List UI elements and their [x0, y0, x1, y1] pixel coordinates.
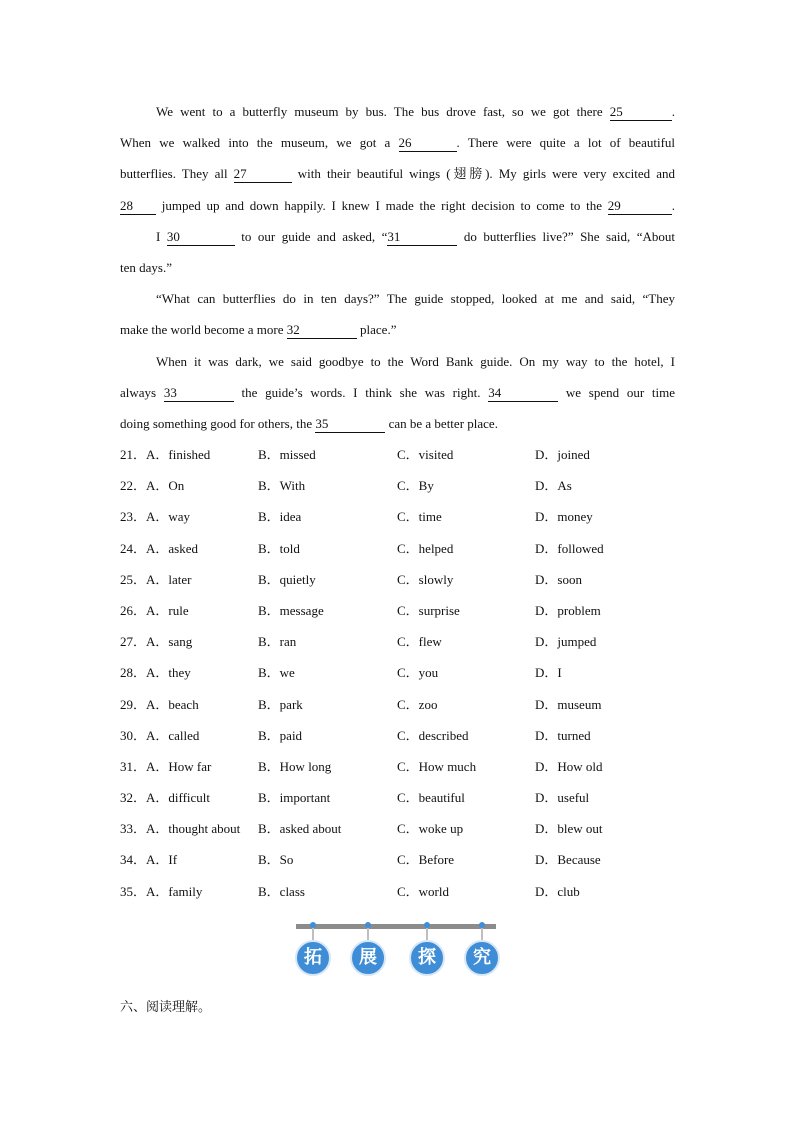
answer-options	[120, 441, 680, 909]
passage-line: We went to a butterfly museum by bus. The bus drove fast, so we got there 25 .	[156, 104, 675, 119]
option-c[interactable]: C．described	[397, 727, 469, 743]
passage-line: 28 jumped up and down happily. I knew I made the right decision to come to the 29 .	[120, 197, 675, 213]
banner-badge: 拓	[295, 940, 331, 976]
option-b[interactable]: B．idea	[258, 509, 302, 525]
option-c[interactable]: C．helped	[397, 540, 454, 556]
option-a[interactable]: 33．A．thought about	[120, 821, 241, 837]
option-c[interactable]: C．flew	[397, 634, 442, 650]
question-row	[120, 815, 680, 846]
option-b[interactable]: B．missed	[258, 447, 316, 462]
banner-badge: 展	[350, 940, 386, 976]
option-a[interactable]: 21．A．finished	[120, 447, 211, 462]
question-row	[120, 628, 680, 659]
answer-blank: 32	[287, 322, 357, 339]
option-c[interactable]: C．slowly	[397, 571, 454, 587]
passage-line: ten days.”	[120, 259, 172, 275]
option-b[interactable]: B．told	[258, 540, 300, 556]
cloze-passage	[120, 100, 675, 443]
option-d[interactable]: D．useful	[535, 790, 590, 806]
option-d[interactable]: D．blew out	[535, 821, 603, 837]
question-row	[120, 691, 680, 722]
option-a[interactable]: 29．A．beach	[120, 696, 199, 712]
passage-line: always 33 the guide’s words. I think she was right. 34 we spend our time	[120, 384, 675, 400]
option-b[interactable]: B．important	[258, 790, 331, 806]
option-b[interactable]: B．So	[258, 852, 294, 868]
section-title: 六、阅读理解。	[120, 1000, 212, 1015]
option-d[interactable]: D．I	[535, 665, 562, 681]
option-a[interactable]: 24．A．asked	[120, 540, 198, 556]
option-c[interactable]: C．By	[397, 478, 434, 494]
banner-dot	[424, 922, 430, 928]
option-c[interactable]: C．world	[397, 883, 450, 899]
banner-dot	[365, 922, 371, 928]
option-a[interactable]: 35．A．family	[120, 883, 203, 899]
option-b[interactable]: B．we	[258, 665, 295, 681]
banner-dot	[310, 922, 316, 928]
banner-badge: 探	[409, 940, 445, 976]
option-d[interactable]: D．soon	[535, 571, 582, 587]
question-row	[120, 535, 680, 566]
question-row	[120, 472, 680, 503]
option-b[interactable]: B．class	[258, 883, 305, 899]
option-c[interactable]: C．beautiful	[397, 790, 465, 806]
passage-line: When we walked into the museum, we got a 26 . There were quite a lot of beautiful	[120, 135, 676, 151]
answer-blank: 28	[120, 198, 156, 215]
option-a[interactable]: 31．A．How far	[120, 758, 212, 774]
banner-badge: 究	[464, 940, 500, 976]
question-row	[120, 784, 680, 815]
option-d[interactable]: D．followed	[535, 540, 604, 556]
passage-line: butterflies. They all 27 with their beautiful wings (翅膀). My girls were very excited and	[120, 166, 675, 182]
question-row	[120, 878, 680, 909]
banner-bar	[296, 924, 496, 929]
question-row	[120, 722, 680, 753]
option-c[interactable]: C．How much	[397, 758, 477, 774]
question-row	[120, 441, 680, 472]
passage-line: I 30 to our guide and asked, “31 do butterflies live?” She said, “About	[156, 228, 675, 244]
option-b[interactable]: B．message	[258, 602, 324, 618]
question-row	[120, 753, 680, 784]
passage-line: When it was dark, we said goodbye to the Word Bank guide. On my way to the hotel, I	[156, 353, 675, 369]
option-b[interactable]: B．paid	[258, 727, 303, 743]
passage-line: doing something good for others, the 35 can be a better place.	[120, 415, 498, 431]
option-d[interactable]: D．money	[535, 509, 593, 525]
option-c[interactable]: C．visited	[397, 447, 454, 462]
passage-line: make the world become a more 32 place.”	[120, 322, 397, 338]
answer-blank: 33	[164, 385, 234, 402]
option-a[interactable]: 30．A．called	[120, 727, 200, 743]
option-b[interactable]: B．ran	[258, 634, 297, 650]
option-b[interactable]: B．quietly	[258, 571, 316, 587]
option-d[interactable]: D．club	[535, 883, 580, 899]
option-a[interactable]: 27．A．sang	[120, 634, 193, 650]
option-c[interactable]: C．Before	[397, 852, 455, 868]
question-row	[120, 597, 680, 628]
option-a[interactable]: 23．A．way	[120, 509, 191, 525]
option-c[interactable]: C．you	[397, 665, 439, 681]
option-a[interactable]: 25．A．later	[120, 571, 192, 587]
option-a[interactable]: 34．A．If	[120, 852, 178, 868]
option-a[interactable]: 32．A．difficult	[120, 790, 211, 806]
option-b[interactable]: B．asked about	[258, 821, 342, 837]
option-b[interactable]: B．With	[258, 478, 306, 494]
option-d[interactable]: D．How old	[535, 758, 603, 774]
option-b[interactable]: B．How long	[258, 758, 332, 774]
extension-banner	[292, 922, 502, 982]
banner-dot	[479, 922, 485, 928]
option-d[interactable]: D．Because	[535, 852, 601, 868]
option-d[interactable]: D．museum	[535, 696, 602, 712]
answer-blank: 25	[610, 104, 672, 121]
option-d[interactable]: D．problem	[535, 602, 601, 618]
question-row	[120, 503, 680, 534]
option-c[interactable]: C．zoo	[397, 696, 438, 712]
answer-blank: 27	[234, 166, 292, 183]
option-d[interactable]: D．As	[535, 478, 572, 494]
answer-blank: 35	[315, 416, 385, 433]
answer-blank: 34	[488, 385, 558, 402]
question-row	[120, 566, 680, 597]
option-b[interactable]: B．park	[258, 696, 303, 712]
option-c[interactable]: C．woke up	[397, 821, 464, 837]
answer-blank: 29	[608, 198, 672, 215]
option-a[interactable]: 28．A．they	[120, 665, 191, 681]
option-d[interactable]: D．turned	[535, 727, 591, 743]
answer-blank: 26	[399, 135, 457, 152]
option-d[interactable]: D．joined	[535, 447, 590, 462]
answer-blank: 30	[167, 229, 235, 246]
option-c[interactable]: C．surprise	[397, 602, 460, 618]
question-row	[120, 659, 680, 690]
passage-line: “What can butterflies do in ten days?” The guide stopped, looked at me and said, “They	[156, 291, 675, 307]
option-a[interactable]: 22．A．On	[120, 478, 185, 494]
option-d[interactable]: D．jumped	[535, 634, 597, 650]
question-row	[120, 846, 680, 877]
option-a[interactable]: 26．A．rule	[120, 602, 189, 618]
option-c[interactable]: C．time	[397, 509, 442, 525]
answer-blank: 31	[387, 229, 457, 246]
